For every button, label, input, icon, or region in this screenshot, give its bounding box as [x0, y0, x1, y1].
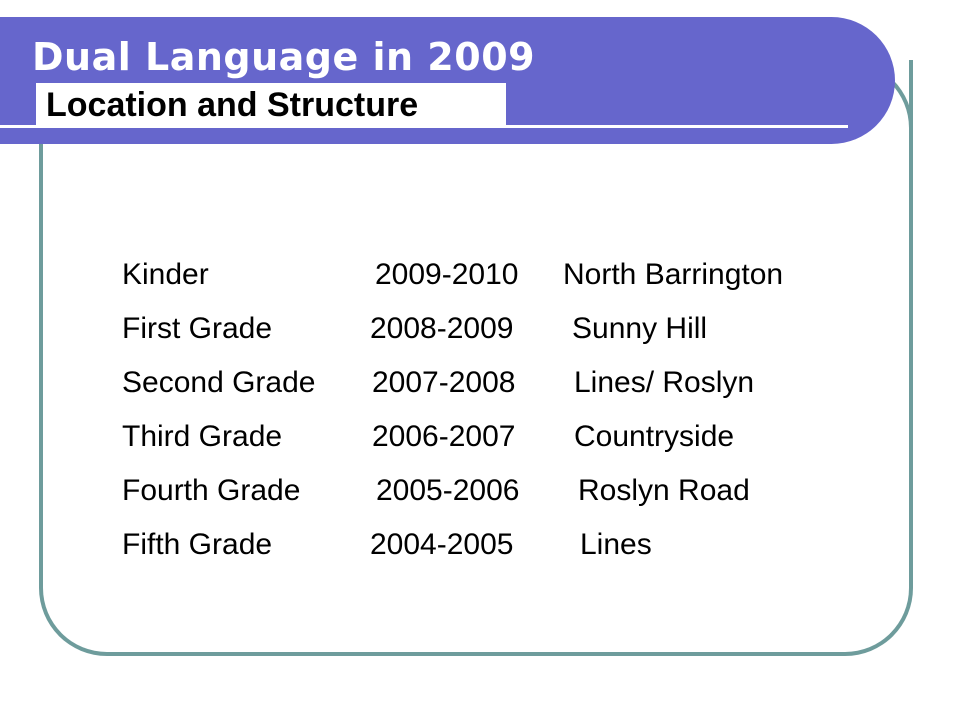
grade-list [122, 254, 882, 578]
grade-row-first [122, 308, 882, 362]
grade-years: 2009-2010 [375, 258, 519, 291]
grade-row-fourth [122, 470, 882, 524]
subtitle-box [36, 83, 506, 125]
grade-label: Kinder [122, 258, 209, 291]
slide-subtitle: Location and Structure [46, 86, 419, 124]
grade-row-fifth [122, 524, 882, 578]
grade-years: 2006-2007 [372, 420, 516, 453]
grade-label: First Grade [122, 312, 273, 345]
grade-row-third [122, 416, 882, 470]
slide-title: Dual Language in 2009 [32, 35, 536, 79]
grade-years: 2005-2006 [376, 474, 520, 507]
grade-school: Lines [580, 528, 652, 561]
grade-years: 2004-2005 [370, 528, 514, 561]
grade-row-kinder [122, 254, 882, 308]
grade-years: 2007-2008 [372, 366, 516, 399]
grade-label: Fourth Grade [122, 474, 301, 507]
grade-label: Second Grade [122, 366, 316, 399]
grade-school: Sunny Hill [572, 312, 708, 345]
grade-school: Roslyn Road [578, 474, 750, 507]
grade-label: Third Grade [122, 420, 283, 453]
grade-years: 2008-2009 [370, 312, 514, 345]
grade-label: Fifth Grade [122, 528, 273, 561]
title-underline [0, 125, 848, 128]
grade-school: North Barrington [563, 258, 784, 291]
grade-school: Lines/ Roslyn [574, 366, 755, 399]
grade-row-second [122, 362, 882, 416]
grade-school: Countryside [574, 420, 735, 453]
